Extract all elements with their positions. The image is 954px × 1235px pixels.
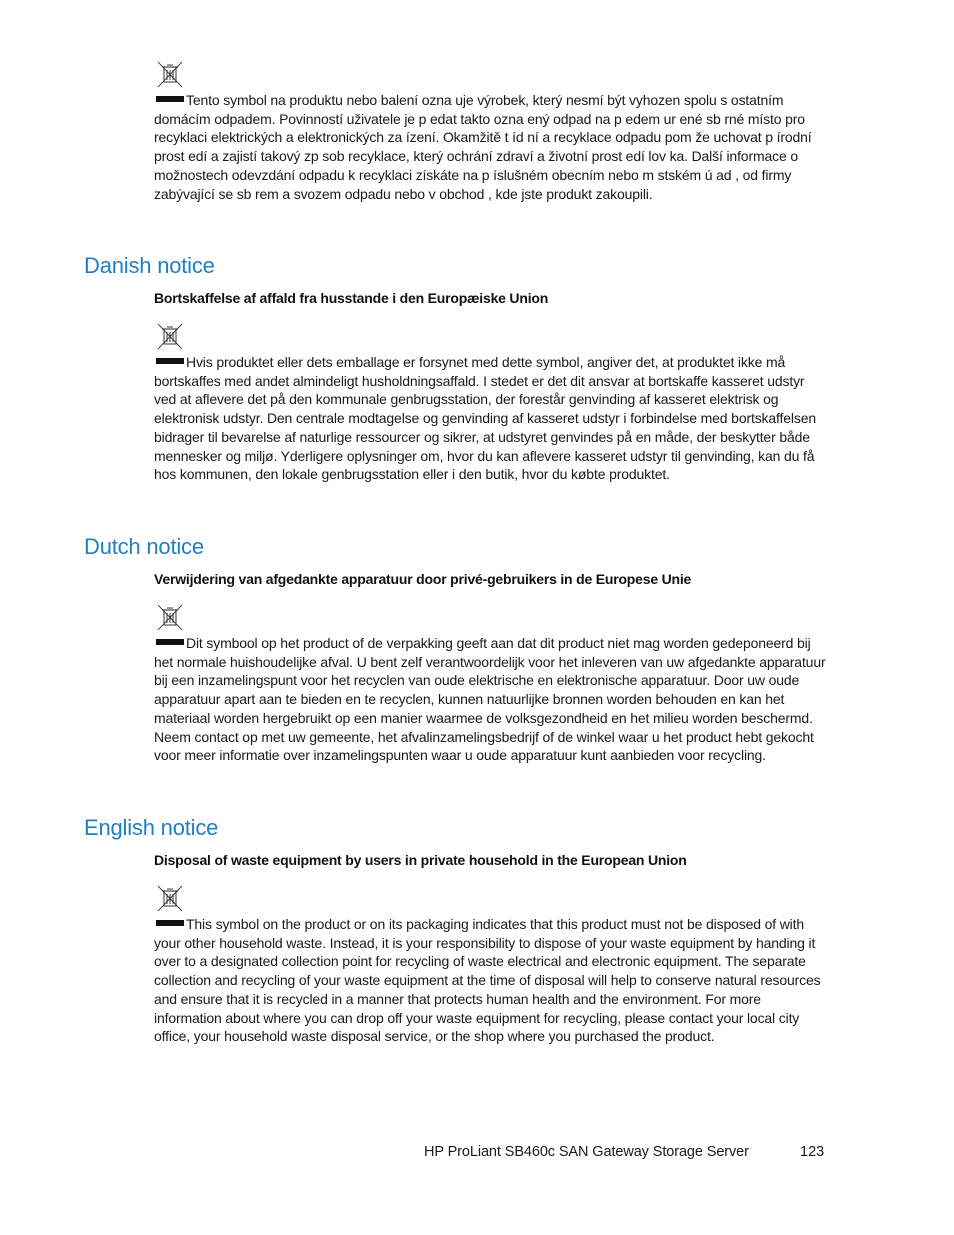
dutch-notice-subheading: Verwijdering van afgedankte apparatuur door privé-gebruikers in de Europese Unie xyxy=(154,571,692,587)
footer-page-number: 123 xyxy=(800,1144,825,1160)
footer-document-title: HP ProLiant SB460c SAN Gateway Storage Server xyxy=(424,1144,749,1160)
weee-crossed-bin-icon xyxy=(155,883,185,913)
english-notice-heading: English notice xyxy=(84,815,219,840)
english-notice-subheading: Disposal of waste equipment by users in private household in the European Union xyxy=(154,852,687,868)
dutch-notice-text: Dit symbool op het product of de verpakking geeft aan dat dit product niet mag worden gedeponeerd bij het normale huishoudelijke afval. U bent zelf verantwoordelijk voor het inleveren van uw afgedankte apparatuur bij een inzamelingspunt voor het recyclen van oude elektrische en elektronische apparatuur. Door uw oude apparatuur apart aan te bieden en te recyclen, kunnen natuurlijke bronnen worden behouden en kan het materiaal worden hergebruikt op een manier waarmee de volksgezondheid en het milieu worden beschermd. Neem contact op met uw gemeente, het afvalinzamelingsbedrijf of de winkel waar u het product hebt gekocht voor meer informatie over inzamelingspunten waar u oude apparatuur kunt aanbieden voor recycling. xyxy=(154,635,826,764)
danish-notice-heading: Danish notice xyxy=(84,253,215,278)
dutch-notice-heading: Dutch notice xyxy=(84,534,204,559)
weee-crossed-bin-icon xyxy=(155,602,185,632)
weee-crossed-bin-icon xyxy=(155,59,185,89)
czech-notice-text: Tento symbol na produktu nebo balení ozna uje výrobek, který nesmí být vyhozen spolu s ostatním domácím odpadem. Povinností uživatele je p edat takto ozna ený odpad na p edem ur ené sb rné místo pro recyklaci elektrických a elektronických za ízení. Okamžitě t íd ní a recyklace odpadu pom že uchovat p írodní prost edí a zajistí takový zp sob recyklace, který ochrání zdraví a životní prost edí lov ka. Další informace o možnostech odevzdání odpadu k recyklaci získáte na p íslušném obecním nebo m stském ú ad , od firmy zabývající se sb rem a svozem odpadu nebo v obchod , kde jste produkt zakoupili. xyxy=(154,92,812,202)
danish-notice-text: Hvis produktet eller dets emballage er forsynet med dette symbol, angiver det, at produktet ikke må bortskaffes med andet almindeligt husholdningsaffald. I stedet er det dit ansvar at bortskaffe kasseret udstyr ved at aflevere det på den kommunale genbrugsstation, der forestår genvinding af kasseret elektrisk og elektronisk udstyr. Den centrale modtagelse og genvinding af kasseret udstyr i forbindelse med bortskaffelsen bidrager til bevarelse af naturlige ressourcer og sikrer, at udstyret genvindes på en måde, der beskytter både mennesker og miljø. Yderligere oplysninger om, hvor du kan aflevere kasseret udstyr til genvinding, kan du få hos kommunen, den lokale genbrugsstation eller i den butik, hvor du købte produktet. xyxy=(154,354,816,483)
english-notice-text: This symbol on the product or on its packaging indicates that this product must not be disposed of with your other household waste. Instead, it is your responsibility to dispose of your waste equipment by handing it over to a designated collection point for recycling of waste electrical and electronic equipment. The separate collection and recycling of your waste equipment at the time of disposal will help to conserve natural resources and ensure that it is recycled in a manner that protects human health and the environment. For more information about where you can drop off your waste equipment for recycling, please contact your local city office, your household waste disposal service, or the shop where you purchased the product. xyxy=(154,916,821,1045)
weee-crossed-bin-icon xyxy=(155,321,185,351)
danish-notice-subheading: Bortskaffelse af affald fra husstande i den Europæiske Union xyxy=(154,290,549,306)
